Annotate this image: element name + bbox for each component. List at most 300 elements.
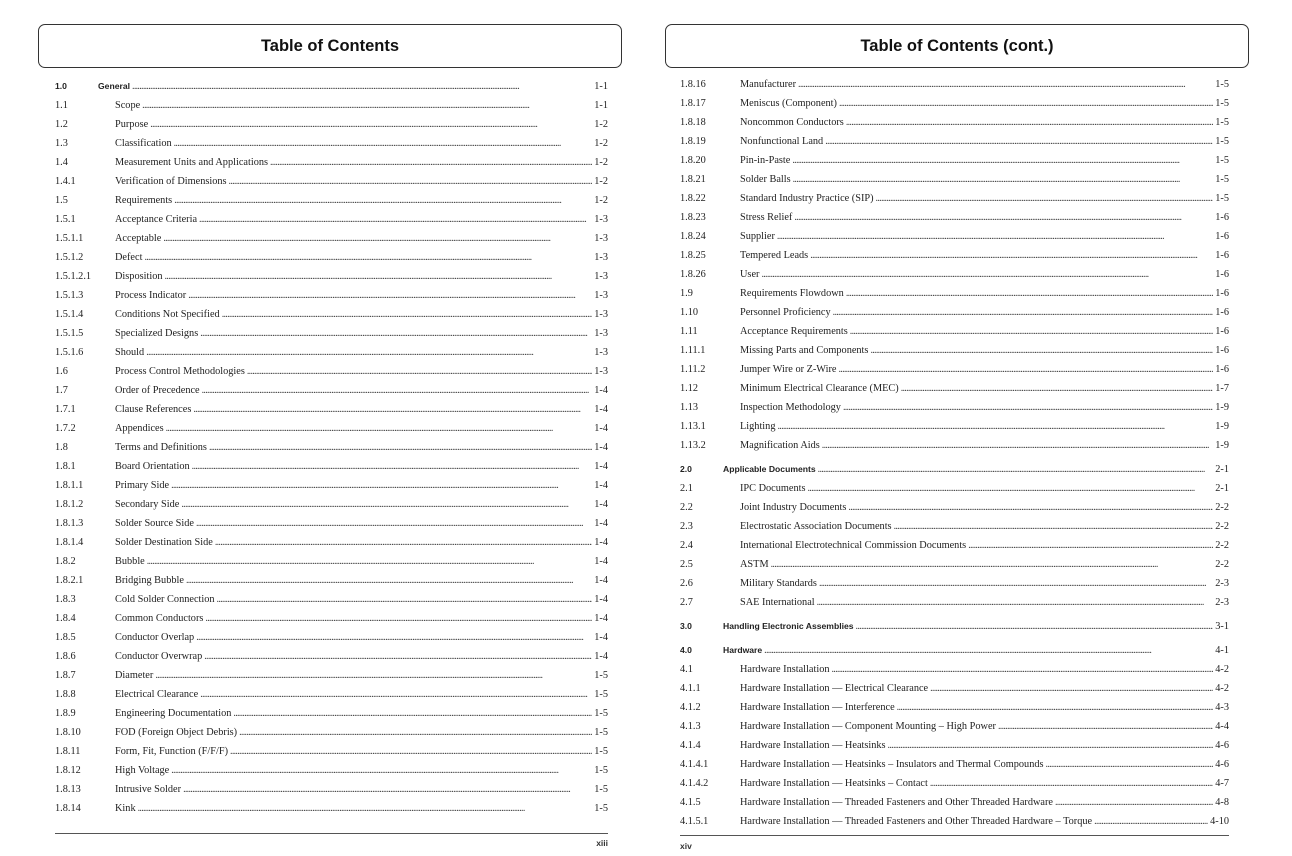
left-header-box <box>38 24 622 68</box>
toc-entry[interactable] <box>55 685 608 704</box>
toc-entry-number: 1.1 <box>55 100 68 111</box>
toc-dot-leader <box>819 574 1213 593</box>
toc-entry-page: 1-3 <box>594 347 608 358</box>
toc-entry[interactable] <box>680 812 1229 831</box>
toc-entry[interactable] <box>680 360 1229 379</box>
toc-entry[interactable] <box>680 151 1229 170</box>
toc-dot-leader <box>1046 755 1214 774</box>
toc-entry[interactable] <box>680 132 1229 151</box>
toc-entry-title: ASTM <box>740 559 769 570</box>
toc-dot-leader <box>838 360 1213 379</box>
toc-entry[interactable] <box>680 341 1229 360</box>
toc-entry-page: 4-6 <box>1215 759 1229 770</box>
toc-entry-page: 1-3 <box>594 290 608 301</box>
toc-entry-number: 4.1.4.2 <box>680 778 709 789</box>
toc-entry-page: 1-5 <box>594 708 608 719</box>
toc-entry-title: Tempered Leads <box>740 250 809 261</box>
toc-entry[interactable] <box>55 723 608 742</box>
toc-entry-page: 1-4 <box>594 575 608 586</box>
toc-entry[interactable] <box>55 400 608 419</box>
toc-section-entry[interactable] <box>680 617 1229 636</box>
toc-entry-page: 1-6 <box>1215 326 1229 337</box>
toc-entry-title: Classification <box>115 138 172 149</box>
toc-entry-number: 1.5 <box>55 195 68 206</box>
toc-entry-title: Electrical Clearance <box>115 689 199 700</box>
right-page-title: Table of Contents (cont.) <box>860 36 1054 55</box>
toc-dot-leader <box>150 115 592 134</box>
toc-entry-page: 4-3 <box>1215 702 1229 713</box>
toc-entry[interactable] <box>680 793 1229 812</box>
toc-entry-number: 1.8.22 <box>680 193 706 204</box>
toc-entry-title: Magnification Aids <box>740 440 820 451</box>
left-footer-rule <box>55 833 608 834</box>
toc-entry[interactable] <box>680 498 1229 517</box>
toc-entry-title: Joint Industry Documents <box>740 502 847 513</box>
toc-entry-title: Electrostatic Association Documents <box>740 521 892 532</box>
toc-entry[interactable] <box>680 265 1229 284</box>
toc-dot-leader <box>163 229 592 248</box>
toc-entry[interactable] <box>680 227 1229 246</box>
toc-entry-title: Hardware Installation — Component Mounting – High Power <box>740 721 996 732</box>
toc-dot-leader <box>192 457 593 476</box>
toc-entry[interactable] <box>680 736 1229 755</box>
toc-entry-number: 1.8.24 <box>680 231 706 242</box>
toc-entry[interactable] <box>55 134 608 153</box>
toc-entry[interactable] <box>55 571 608 590</box>
toc-entry-title: Order of Precedence <box>115 385 200 396</box>
toc-entry-title: Verification of Dimensions <box>115 176 227 187</box>
toc-entry-title: Pin-in-Paste <box>740 155 791 166</box>
toc-entry-page: 1-4 <box>594 385 608 396</box>
toc-entry-page: 1-6 <box>1215 307 1229 318</box>
left-page <box>38 0 622 856</box>
toc-entry[interactable] <box>55 191 608 210</box>
toc-entry-number: 1.11.1 <box>680 345 706 356</box>
toc-entry-number: 1.7 <box>55 385 68 396</box>
toc-entry[interactable] <box>55 362 608 381</box>
toc-entry[interactable] <box>680 536 1229 555</box>
toc-entry[interactable] <box>55 305 608 324</box>
toc-dot-leader <box>848 498 1213 517</box>
toc-entry-title: Solder Source Side <box>115 518 194 529</box>
toc-entry[interactable] <box>55 457 608 476</box>
toc-dot-leader <box>822 436 1213 455</box>
toc-entry[interactable] <box>680 555 1229 574</box>
toc-dot-leader <box>846 113 1213 132</box>
toc-entry-number: 1.5.1.5 <box>55 328 84 339</box>
toc-entry-title: Scope <box>115 100 141 111</box>
toc-entry[interactable] <box>680 436 1229 455</box>
toc-entry-page: 1-2 <box>594 119 608 130</box>
toc-entry-page: 2-3 <box>1215 597 1229 608</box>
toc-entry-number: 1.8.13 <box>55 784 81 795</box>
toc-entry-page: 1-5 <box>1215 98 1229 109</box>
toc-entry-page: 1-2 <box>594 195 608 206</box>
toc-dot-leader <box>777 227 1213 246</box>
toc-entry[interactable] <box>55 609 608 628</box>
toc-dot-leader <box>888 736 1214 755</box>
toc-dot-leader <box>132 77 592 96</box>
toc-entry-page: 1-3 <box>594 309 608 320</box>
toc-entry[interactable] <box>680 75 1229 94</box>
toc-section-entry[interactable] <box>680 641 1229 660</box>
toc-entry-title: Missing Parts and Components <box>740 345 869 356</box>
toc-entry[interactable] <box>680 574 1229 593</box>
toc-dot-leader <box>1055 793 1213 812</box>
toc-entry-number: 1.8.9 <box>55 708 76 719</box>
toc-dot-leader <box>876 189 1214 208</box>
toc-entry[interactable] <box>680 479 1229 498</box>
toc-entry-number: 1.5.1 <box>55 214 76 225</box>
toc-entry[interactable] <box>55 704 608 723</box>
toc-entry-page: 1-9 <box>1215 440 1229 451</box>
toc-entry[interactable] <box>55 419 608 438</box>
toc-entry-number: 1.8.20 <box>680 155 706 166</box>
toc-dot-leader <box>856 617 1214 636</box>
toc-entry-page: 1-4 <box>594 632 608 643</box>
toc-entry-title: Military Standards <box>740 578 817 589</box>
toc-dot-leader <box>183 780 592 799</box>
toc-entry-page: 1-2 <box>594 157 608 168</box>
toc-entry-title: Hardware Installation <box>740 664 830 675</box>
toc-entry-number: 1.5.1.4 <box>55 309 84 320</box>
toc-entry-page: 1-4 <box>594 423 608 434</box>
toc-entry-page: 1-3 <box>594 271 608 282</box>
toc-dot-leader <box>825 132 1213 151</box>
toc-entry[interactable] <box>55 172 608 191</box>
toc-entry-page: 1-1 <box>594 81 608 92</box>
toc-dot-leader <box>233 704 592 723</box>
toc-dot-leader <box>270 153 592 172</box>
toc-dot-leader <box>199 210 592 229</box>
toc-entry[interactable] <box>55 514 608 533</box>
toc-entry-page: 1-5 <box>594 727 608 738</box>
toc-entry-title: Hardware Installation — Heatsinks <box>740 740 886 751</box>
toc-dot-leader <box>818 460 1214 479</box>
toc-entry[interactable] <box>55 761 608 780</box>
toc-entry-number: 4.1.4.1 <box>680 759 709 770</box>
toc-entry-number: 1.8.1.4 <box>55 537 84 548</box>
right-page <box>665 0 1249 856</box>
toc-entry[interactable] <box>55 780 608 799</box>
toc-entry-page: 1-6 <box>1215 288 1229 299</box>
toc-entry-title: Disposition <box>115 271 163 282</box>
toc-entry[interactable] <box>55 286 608 305</box>
toc-entry-title: Common Conductors <box>115 613 204 624</box>
toc-entry-page: 4-4 <box>1215 721 1229 732</box>
toc-entry-number: 1.13.2 <box>680 440 706 451</box>
toc-entry-number: 4.1.5 <box>680 797 701 808</box>
toc-entry-title: Minimum Electrical Clearance (MEC) <box>740 383 899 394</box>
toc-entry[interactable] <box>680 517 1229 536</box>
toc-entry-title: Solder Destination Side <box>115 537 213 548</box>
toc-entry-title: Process Control Methodologies <box>115 366 245 377</box>
toc-entry-page: 1-4 <box>594 613 608 624</box>
toc-entry[interactable] <box>680 94 1229 113</box>
right-toc-list <box>680 75 1229 831</box>
toc-entry[interactable] <box>55 628 608 647</box>
toc-entry[interactable] <box>680 679 1229 698</box>
toc-entry-page: 1-4 <box>594 461 608 472</box>
toc-entry-number: 2.7 <box>680 597 693 608</box>
toc-entry[interactable] <box>680 113 1229 132</box>
toc-entry-page: 1-5 <box>594 803 608 814</box>
toc-entry-number: 1.8.10 <box>55 727 81 738</box>
toc-entry-title: Hardware Installation — Threaded Fasteners and Other Threaded Hardware – Torque <box>740 816 1093 827</box>
toc-entry-title: High Voltage <box>115 765 170 776</box>
toc-entry-title: Applicable Documents <box>723 464 816 474</box>
toc-entry[interactable] <box>680 322 1229 341</box>
toc-entry[interactable] <box>55 343 608 362</box>
toc-dot-leader <box>798 75 1213 94</box>
toc-entry-title: Board Orientation <box>115 461 190 472</box>
toc-entry-title: User <box>740 269 760 280</box>
toc-entry-page: 1-4 <box>594 518 608 529</box>
toc-entry-page: 2-2 <box>1215 559 1229 570</box>
toc-entry-page: 1-3 <box>594 366 608 377</box>
toc-entry-title: Kink <box>115 803 136 814</box>
toc-entry-page: 2-2 <box>1215 540 1229 551</box>
toc-dot-leader <box>870 341 1213 360</box>
toc-entry-page: 1-7 <box>1215 383 1229 394</box>
toc-entry-title: Primary Side <box>115 480 170 491</box>
toc-entry-title: Measurement Units and Applications <box>115 157 268 168</box>
toc-entry-number: 1.8 <box>55 442 68 453</box>
toc-entry[interactable] <box>55 248 608 267</box>
toc-entry[interactable] <box>55 96 608 115</box>
toc-entry[interactable] <box>680 208 1229 227</box>
toc-entry-title: Requirements <box>115 195 173 206</box>
toc-entry[interactable] <box>680 417 1229 436</box>
toc-entry[interactable] <box>680 303 1229 322</box>
toc-entry-page: 4-1 <box>1215 645 1229 656</box>
toc-entry-number: 2.0 <box>680 464 692 474</box>
toc-entry[interactable] <box>680 189 1229 208</box>
toc-dot-leader <box>247 362 592 381</box>
toc-entry-title: Appendices <box>115 423 164 434</box>
toc-entry[interactable] <box>680 717 1229 736</box>
toc-entry-number: 1.4 <box>55 157 68 168</box>
right-footer-rule <box>680 835 1229 836</box>
toc-dot-leader <box>200 324 592 343</box>
toc-dot-leader <box>930 774 1213 793</box>
toc-entry-page: 1-5 <box>1215 136 1229 147</box>
toc-entry[interactable] <box>55 324 608 343</box>
toc-entry-number: 1.5.1.6 <box>55 347 84 358</box>
toc-dot-leader <box>843 398 1213 417</box>
toc-entry-title: SAE International <box>740 597 815 608</box>
toc-dot-leader <box>171 761 592 780</box>
toc-dot-leader <box>794 208 1213 227</box>
toc-entry-title: Nonfunctional Land <box>740 136 824 147</box>
toc-entry-title: Cold Solder Connection <box>115 594 215 605</box>
toc-entry-title: Jumper Wire or Z-Wire <box>740 364 837 375</box>
toc-entry[interactable] <box>55 590 608 609</box>
toc-entry-page: 1-5 <box>594 670 608 681</box>
toc-dot-leader <box>174 134 593 153</box>
toc-section-entry[interactable] <box>55 77 608 96</box>
toc-dot-leader <box>792 151 1213 170</box>
toc-entry[interactable] <box>680 755 1229 774</box>
toc-entry-title: Bubble <box>115 556 145 567</box>
toc-entry-number: 1.5.1.2 <box>55 252 84 263</box>
toc-entry-number: 1.8.5 <box>55 632 76 643</box>
toc-entry-number: 1.8.26 <box>680 269 706 280</box>
toc-dot-leader <box>200 685 592 704</box>
toc-entry-title: Standard Industry Practice (SIP) <box>740 193 874 204</box>
toc-entry[interactable] <box>55 438 608 457</box>
toc-dot-leader <box>181 495 592 514</box>
toc-dot-leader <box>761 265 1213 284</box>
toc-entry-title: Should <box>115 347 145 358</box>
toc-entry-number: 2.4 <box>680 540 693 551</box>
toc-dot-leader <box>777 417 1213 436</box>
toc-dot-leader <box>193 400 592 419</box>
toc-entry-page: 1-5 <box>1215 79 1229 90</box>
toc-entry-page: 2-2 <box>1215 521 1229 532</box>
toc-dot-leader <box>998 717 1213 736</box>
toc-dot-leader <box>901 379 1214 398</box>
toc-entry[interactable] <box>680 284 1229 303</box>
toc-dot-leader <box>839 94 1213 113</box>
toc-entry[interactable] <box>55 552 608 571</box>
toc-entry[interactable] <box>55 115 608 134</box>
toc-entry-page: 1-5 <box>594 746 608 757</box>
toc-entry-number: 1.8.7 <box>55 670 76 681</box>
toc-entry[interactable] <box>55 647 608 666</box>
toc-entry-number: 1.3 <box>55 138 68 149</box>
toc-entry-page: 1-6 <box>1215 231 1229 242</box>
toc-entry[interactable] <box>55 476 608 495</box>
toc-entry-title: Conditions Not Specified <box>115 309 220 320</box>
toc-section-entry[interactable] <box>680 460 1229 479</box>
toc-entry-number: 1.8.23 <box>680 212 706 223</box>
toc-entry-title: Hardware Installation — Electrical Clearance <box>740 683 929 694</box>
toc-dot-leader <box>239 723 592 742</box>
toc-entry-page: 1-4 <box>594 537 608 548</box>
toc-entry-page: 4-2 <box>1215 683 1229 694</box>
toc-dot-leader <box>171 476 592 495</box>
toc-dot-leader <box>217 590 593 609</box>
toc-entry-number: 1.5.1.2.1 <box>55 271 92 282</box>
toc-entry-page: 1-5 <box>1215 117 1229 128</box>
toc-entry-title: Requirements Flowdown <box>740 288 844 299</box>
toc-entry-number: 1.11 <box>680 326 698 337</box>
toc-entry-number: 1.8.21 <box>680 174 706 185</box>
toc-entry-title: Intrusive Solder <box>115 784 182 795</box>
toc-entry[interactable] <box>680 593 1229 612</box>
toc-entry-title: Meniscus (Component) <box>740 98 837 109</box>
toc-entry-number: 1.8.3 <box>55 594 76 605</box>
toc-entry-page: 1-9 <box>1215 402 1229 413</box>
toc-entry-title: Lighting <box>740 421 776 432</box>
toc-entry-page: 4-6 <box>1215 740 1229 751</box>
toc-entry-number: 4.1.1 <box>680 683 701 694</box>
toc-entry-page: 1-6 <box>1215 250 1229 261</box>
toc-entry-title: Acceptance Criteria <box>115 214 198 225</box>
toc-entry-number: 2.6 <box>680 578 693 589</box>
toc-dot-leader <box>215 533 592 552</box>
toc-entry[interactable] <box>680 660 1229 679</box>
toc-entry[interactable] <box>680 170 1229 189</box>
toc-dot-leader <box>144 248 592 267</box>
toc-entry[interactable] <box>680 398 1229 417</box>
left-toc-list <box>55 77 608 818</box>
toc-entry-title: Defect <box>115 252 143 263</box>
toc-entry[interactable] <box>55 229 608 248</box>
toc-entry[interactable] <box>55 533 608 552</box>
toc-entry-number: 1.7.2 <box>55 423 76 434</box>
toc-dot-leader <box>764 641 1213 660</box>
toc-entry-title: Conductor Overwrap <box>115 651 203 662</box>
toc-dot-leader <box>771 555 1214 574</box>
toc-entry-number: 1.8.12 <box>55 765 81 776</box>
toc-entry-number: 2.5 <box>680 559 693 570</box>
toc-entry-title: International Electrotechnical Commission Documents <box>740 540 967 551</box>
toc-entry-number: 1.10 <box>680 307 699 318</box>
toc-entry-page: 1-2 <box>594 138 608 149</box>
toc-entry-title: Noncommon Conductors <box>740 117 844 128</box>
toc-dot-leader <box>832 660 1214 679</box>
toc-entry[interactable] <box>680 246 1229 265</box>
toc-dot-leader <box>229 172 593 191</box>
toc-entry-number: 1.12 <box>680 383 699 394</box>
toc-dot-leader <box>186 571 592 590</box>
toc-entry-title: General <box>98 81 131 91</box>
toc-entry[interactable] <box>680 379 1229 398</box>
toc-entry-page: 1-1 <box>594 100 608 111</box>
toc-entry-page: 1-3 <box>594 328 608 339</box>
toc-entry-page: 4-2 <box>1215 664 1229 675</box>
toc-dot-leader <box>222 305 593 324</box>
toc-entry-title: Conductor Overlap <box>115 632 195 643</box>
toc-entry[interactable] <box>680 774 1229 793</box>
toc-entry-number: 3.0 <box>680 621 692 631</box>
toc-entry-title: FOD (Foreign Object Debris) <box>115 727 238 738</box>
toc-entry-page: 1-6 <box>1215 269 1229 280</box>
toc-entry-title: Handling Electronic Assemblies <box>723 621 854 631</box>
toc-entry-number: 1.8.4 <box>55 613 76 624</box>
toc-entry-page: 1-4 <box>594 499 608 510</box>
toc-entry-number: 1.8.25 <box>680 250 706 261</box>
toc-dot-leader <box>810 246 1213 265</box>
toc-entry[interactable] <box>55 666 608 685</box>
toc-entry[interactable] <box>55 742 608 761</box>
toc-entry-number: 2.1 <box>680 483 693 494</box>
toc-entry[interactable] <box>55 799 608 818</box>
toc-entry-page: 1-4 <box>594 404 608 415</box>
toc-entry-page: 1-6 <box>1215 345 1229 356</box>
toc-entry[interactable] <box>680 698 1229 717</box>
toc-entry[interactable] <box>55 153 608 172</box>
toc-entry-page: 1-4 <box>594 442 608 453</box>
toc-entry-number: 4.1.4 <box>680 740 701 751</box>
toc-entry-page: 1-6 <box>1215 364 1229 375</box>
toc-dot-leader <box>817 593 1214 612</box>
toc-entry[interactable] <box>55 267 608 286</box>
toc-dot-leader <box>833 303 1214 322</box>
toc-entry[interactable] <box>55 495 608 514</box>
toc-entry-number: 1.8.17 <box>680 98 706 109</box>
toc-entry-title: Acceptable <box>115 233 162 244</box>
toc-entry-number: 1.11.2 <box>680 364 706 375</box>
toc-entry[interactable] <box>55 210 608 229</box>
right-page-number: xiv <box>680 841 692 851</box>
toc-entry-page: 2-1 <box>1215 483 1229 494</box>
toc-entry[interactable] <box>55 381 608 400</box>
toc-dot-leader <box>196 514 592 533</box>
toc-entry-number: 1.4.1 <box>55 176 76 187</box>
